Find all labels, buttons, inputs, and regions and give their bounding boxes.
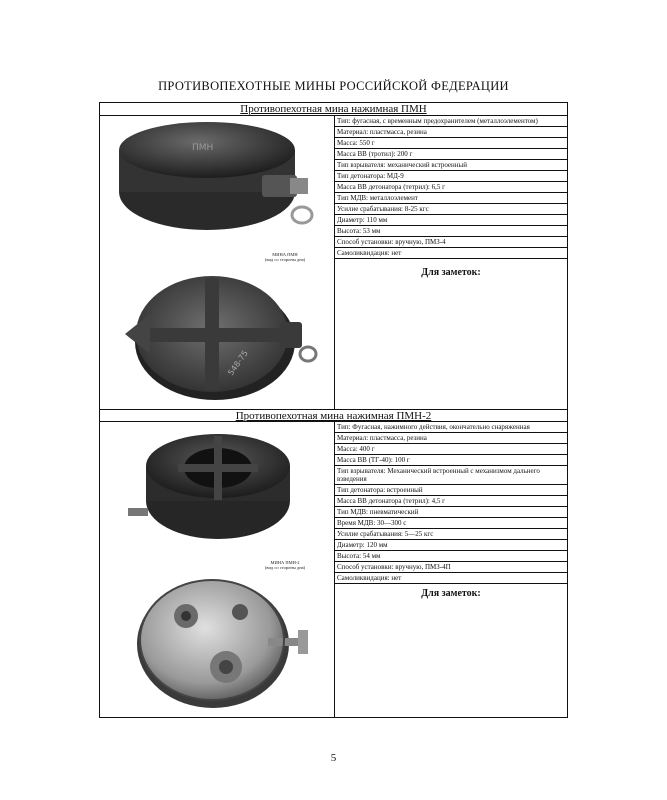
notes-label-pmn2: Для заметок:	[421, 588, 481, 599]
spec-row: Материал: пластмасса, резина	[335, 127, 567, 138]
spec-row: Самоликвидация: нет	[335, 573, 567, 584]
section-header-pmn2: Противопехотная мина нажимная ПМН-2	[100, 409, 567, 422]
spec-row: Способ установки: вручную, ПМЗ-4П	[335, 562, 567, 573]
spec-row: Материал: пластмасса, резина	[335, 433, 567, 444]
spec-row: Время МДВ: 30—300 с	[335, 518, 567, 529]
spec-row: Усилие срабатывания: 8-25 кгс	[335, 204, 567, 215]
spec-row: Высота: 54 мм	[335, 551, 567, 562]
pmn2-side-photo	[128, 426, 308, 546]
section-header-pmn: Противопехотная мина нажимная ПМН	[100, 103, 567, 116]
spec-row: Способ установки: вручную, ПМЗ-4	[335, 237, 567, 248]
caption-pmn: МИНА ПМН (вид со стороны дна)	[264, 252, 306, 262]
spec-row: Тип взрывателя: механический встроенный	[335, 160, 567, 171]
spec-row: Тип детонатора: встроенный	[335, 485, 567, 496]
pmn-bottom-photo	[120, 264, 320, 404]
spec-row: Тип: фугасная, с временным предохранителем (металлоэлементом)	[335, 116, 567, 127]
spec-row: Тип МДВ: пневматический	[335, 507, 567, 518]
spec-row: Усилие срабатывания: 5—25 кгс	[335, 529, 567, 540]
spec-row: Масса ВВ детонатора (тетрил): 6,5 г	[335, 182, 567, 193]
photo-cell-pmn	[100, 116, 335, 409]
pmn-marking: ПМН	[192, 143, 214, 153]
mines-table	[99, 102, 568, 718]
spec-row: Тип МДВ: металлоэлемент	[335, 193, 567, 204]
spec-row: Масса ВВ (ТГ-40): 100 г	[335, 455, 567, 466]
notes-label-pmn: Для заметок:	[421, 267, 481, 278]
page-title: ПРОТИВОПЕХОТНЫЕ МИНЫ РОССИЙСКОЙ ФЕДЕРАЦИИ	[158, 79, 509, 93]
page-number: 5	[330, 752, 337, 764]
spec-row: Высота: 53 мм	[335, 226, 567, 237]
pmn-side-photo	[112, 120, 317, 240]
spec-row: Масса: 400 г	[335, 444, 567, 455]
caption-pmn2: МИНА ПМН-2 (вид со стороны дна)	[264, 560, 306, 570]
spec-row: Тип: Фугасная, нажимного действия, окончательно снаряженная	[335, 422, 567, 433]
spec-row: Диаметр: 110 мм	[335, 215, 567, 226]
photo-cell-pmn2	[100, 422, 335, 717]
spec-list-pmn	[335, 116, 567, 409]
spec-row: Диаметр: 120 мм	[335, 540, 567, 551]
spec-row: Масса: 550 г	[335, 138, 567, 149]
pmn-bottom-marking: 548-75	[226, 348, 250, 378]
spec-row: Тип детонатора: МД-9	[335, 171, 567, 182]
spec-row: Масса ВВ (тротил): 200 г	[335, 149, 567, 160]
spec-row: Самоликвидация: нет	[335, 248, 567, 259]
pmn2-bottom-photo	[128, 572, 328, 712]
spec-row: Масса ВВ детонатора (тетрил): 4,5 г	[335, 496, 567, 507]
spec-row: Тип взрывателя: Механический встроенный с механизмом дальнего взведения	[335, 466, 567, 485]
spec-list-pmn2	[335, 422, 567, 717]
